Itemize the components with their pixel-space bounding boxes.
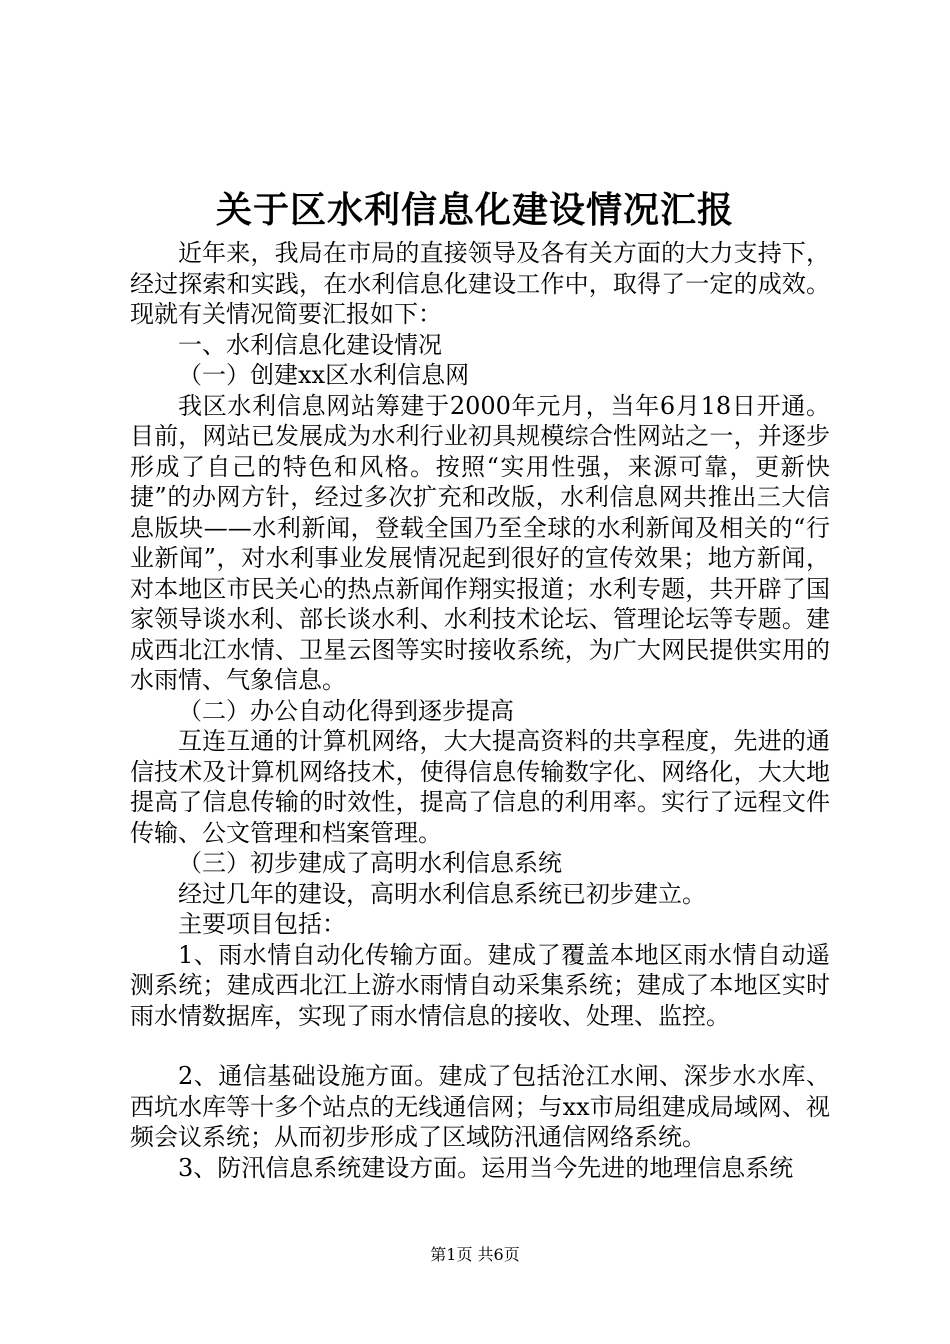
list-item-3: 3、防汛信息系统建设方面。运用当今先进的地理信息系统 [178,1153,794,1182]
section-heading-1: 一、水利信息化建设情况 [178,330,442,359]
paragraph-main-projects: 主要项目包括： [178,910,346,938]
subsection-heading-2: （二）办公自动化得到逐步提高 [178,696,514,725]
paragraph-website: 我区水利信息网站筹建于2000年元月，当年6月18日开通。目前，网站已发展成为水利行业初具规模综合性网站之一，并逐步形成了自己的特色和风格。按照“实用性强，来源可靠，更新快捷”的办网方针，经过多次扩充和改版，水利信息网共推出三大信息版块——水利新闻，登载全国乃至全球的水利新闻及相关的“行业新闻”，对水利事业发展情况起到很好的宣传效果；地方新闻，对本地区市民关心的热点新闻作翔实报道；水利专题，共开辟了国家领导谈水利、部长谈水利、水利技术论坛、管理论坛等专题。建成西北江水情、卫星云图等实时接收系统，为广大网民提供实用的水雨情、气象信息。 [130,391,830,694]
subsection-heading-1: （一）创建xx区水利信息网 [178,361,470,389]
paragraph-system-built: 经过几年的建设，高明水利信息系统已初步建立。 [178,879,706,908]
document-body [130,238,830,1183]
page-number-footer: 第1页 共6页 [430,1245,520,1264]
intro-paragraph: 近年来，我局在市局的直接领导及各有关方面的大力支持下，经过探索和实践，在水利信息化建设工作中，取得了一定的成效。现就有关情况简要汇报如下： [130,239,830,328]
subsection-heading-3: （三）初步建成了高明水利信息系统 [178,849,562,877]
list-item-1: 1、雨水情自动化传输方面。建成了覆盖本地区雨水情自动遥测系统；建成西北江上游水雨情自动采集系统；建成了本地区实时雨水情数据库，实现了雨水情信息的接收、处理、监控。 [130,940,830,1030]
paragraph-office-automation: 互连互通的计算机网络，大大提高资料的共享程度，先进的通信技术及计算机网络技术，使得信息传输数字化、网络化，大大地提高了信息传输的时效性，提高了信息的利用率。实行了远程文件传输、公文管理和档案管理。 [130,727,830,847]
list-item-2: 2、通信基础设施方面。建成了包括沧江水闸、深步水水库、西坑水库等十多个站点的无线通信网；与xx市局组建成局域网、视频会议系统；从而初步形成了区域防汛通信网络系统。 [130,1062,830,1151]
document-title: 关于区水利信息化建设情况汇报 [215,189,734,231]
